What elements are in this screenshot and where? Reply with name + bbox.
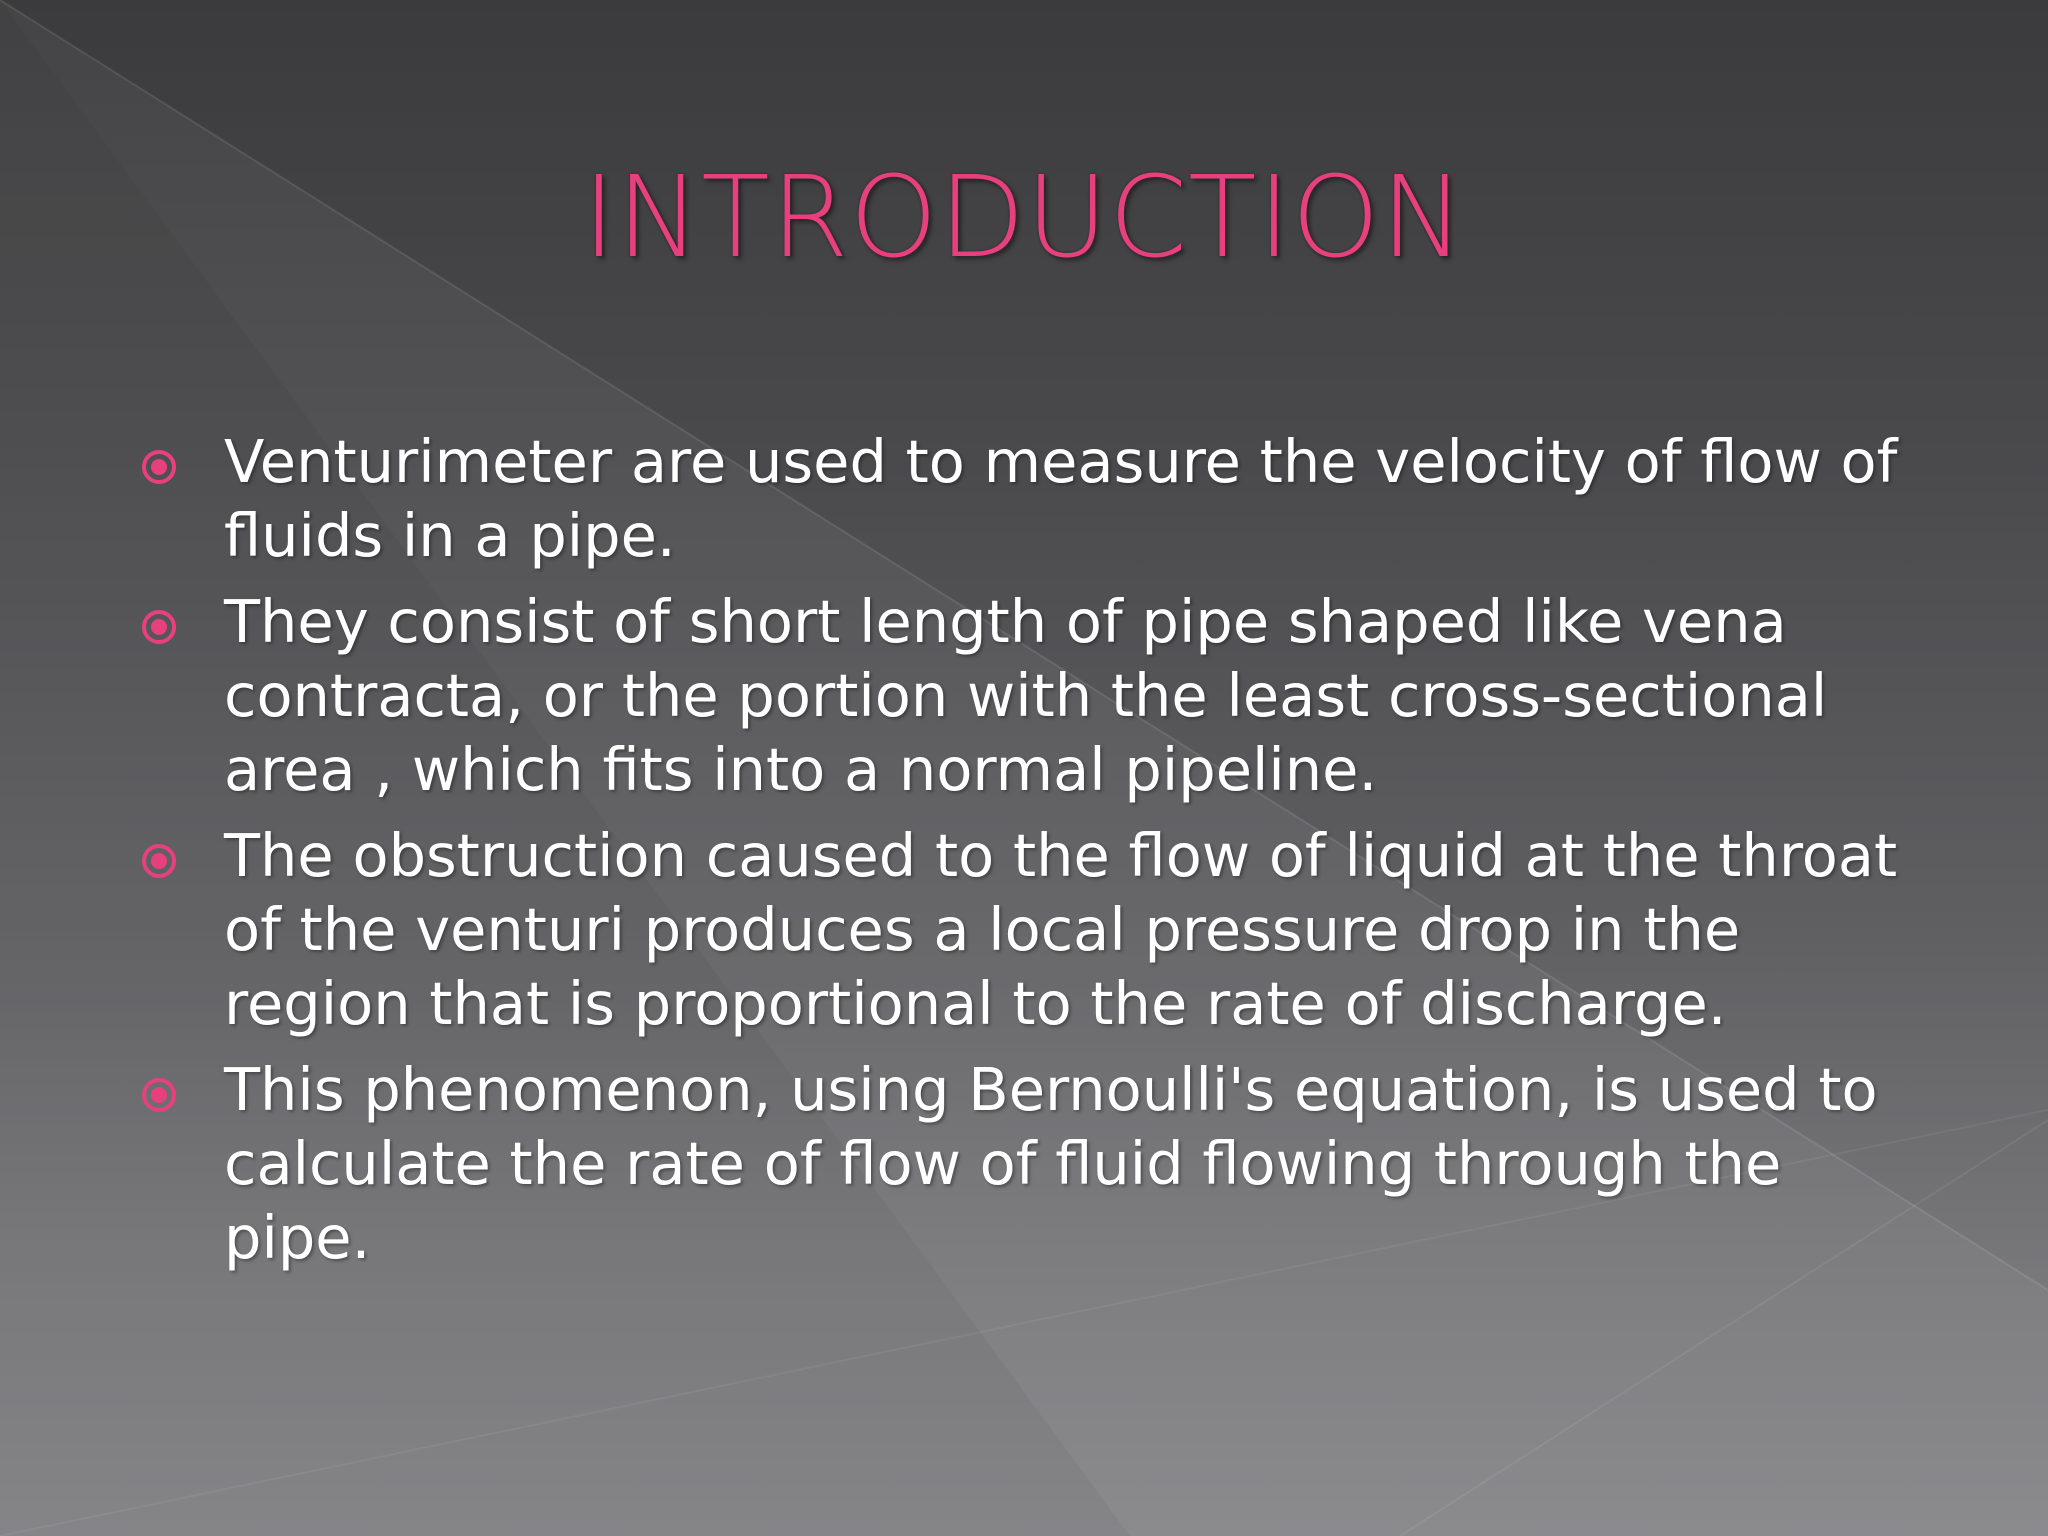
bullet-item bbox=[140, 819, 1930, 1041]
radio-dot-icon bbox=[140, 842, 178, 880]
bullet-list bbox=[140, 425, 1930, 1287]
radio-dot-icon bbox=[140, 1076, 178, 1114]
bullet-text: Venturimeter are used to measure the velocity of flow of fluids in a pipe. bbox=[224, 427, 1898, 570]
bullet-item bbox=[140, 585, 1930, 807]
bullet-item bbox=[140, 425, 1930, 573]
radio-dot-icon bbox=[140, 608, 178, 646]
bullet-text: They consist of short length of pipe shaped like vena contracta, or the portion with the least cross-sectional area , which fits into a normal pipeline. bbox=[224, 587, 1828, 804]
bullet-item bbox=[140, 1053, 1930, 1275]
radio-dot-icon bbox=[140, 448, 178, 486]
bullet-text: This phenomenon, using Bernoulli's equation, is used to calculate the rate of flow of fluid flowing through the pipe. bbox=[224, 1055, 1878, 1272]
bullet-text: The obstruction caused to the flow of liquid at the throat of the venturi produces a local pressure drop in the region that is proportional to the rate of discharge. bbox=[224, 821, 1898, 1038]
slide-title: INTRODUCTION bbox=[582, 153, 1466, 283]
